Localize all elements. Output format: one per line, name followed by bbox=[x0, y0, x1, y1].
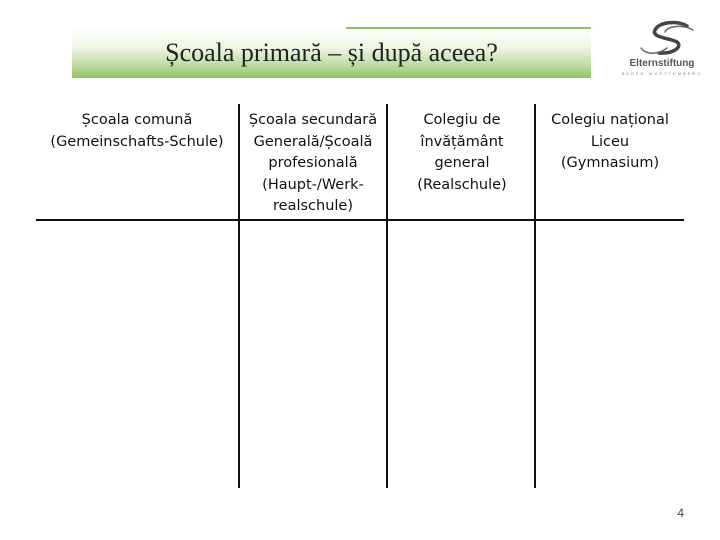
slide-title: Școala primară – și după aceea? bbox=[165, 37, 498, 67]
logo-subtitle: BADEN-WÜRTTEMBERG bbox=[621, 71, 703, 76]
header-line: Școala secundară bbox=[248, 112, 378, 128]
logo-name: Elternstiftung bbox=[629, 58, 695, 69]
header-line: general bbox=[434, 155, 490, 171]
column-divider-2 bbox=[386, 104, 388, 488]
column-header-colegiu-national bbox=[536, 110, 684, 175]
column-divider-1 bbox=[238, 104, 240, 488]
header-line: (Haupt-/Werk- bbox=[262, 176, 364, 193]
header-line: Liceu bbox=[590, 133, 630, 150]
header-line: (Realschule) bbox=[417, 176, 507, 193]
header-line: învățământ bbox=[420, 133, 504, 150]
elternstiftung-logo-icon bbox=[637, 20, 695, 58]
header-line: Colegiu de bbox=[423, 112, 501, 128]
page-number: 4 bbox=[677, 506, 684, 520]
column-header-scoala-comuna bbox=[42, 110, 232, 153]
logo bbox=[617, 20, 707, 78]
header-line: profesională bbox=[268, 155, 358, 171]
header-line: Școala comună bbox=[81, 112, 193, 128]
column-divider-3 bbox=[534, 104, 536, 488]
header-line: realschule) bbox=[273, 198, 353, 214]
table-header-rule bbox=[36, 219, 684, 221]
column-header-colegiu-invatamant bbox=[388, 110, 536, 196]
column-header-scoala-secundara bbox=[240, 110, 386, 218]
header-line: Generală/Școală bbox=[253, 133, 373, 150]
header-line: (Gymnasium) bbox=[560, 155, 660, 171]
header-line: Colegiu național bbox=[551, 112, 669, 128]
header-line: (Gemeinschafts-Schule) bbox=[50, 133, 224, 150]
